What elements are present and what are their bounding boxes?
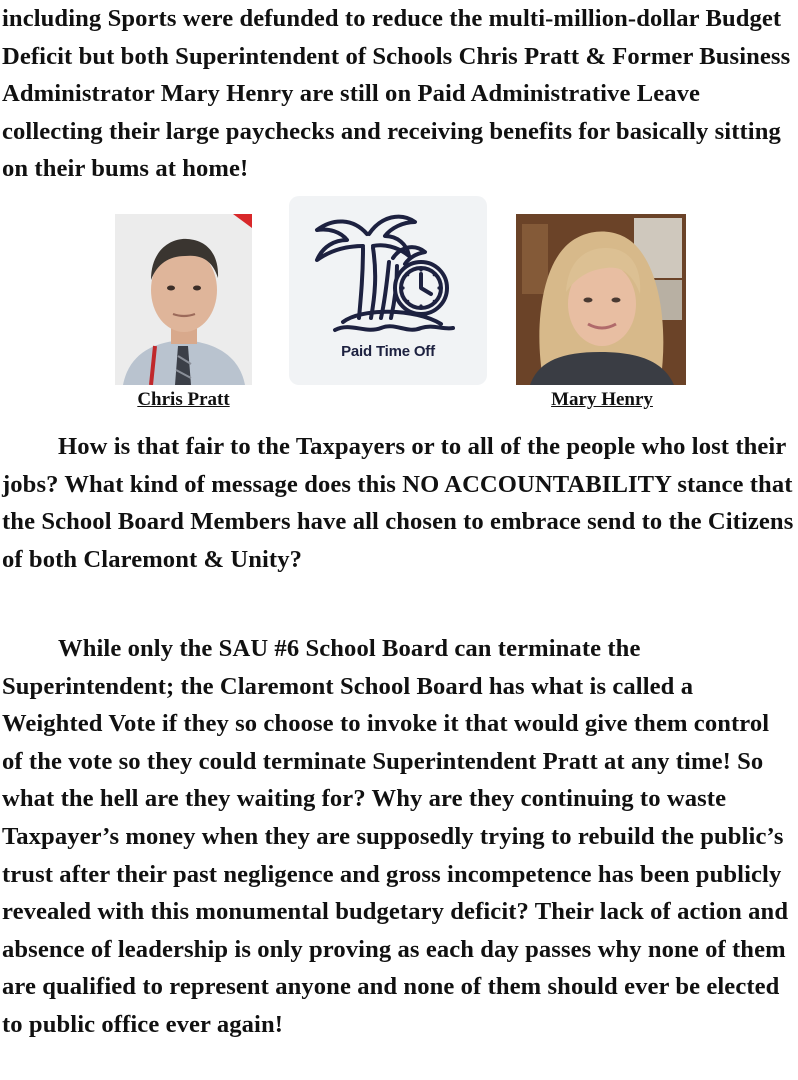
chris-pratt-caption: Chris Pratt bbox=[137, 389, 230, 410]
paid-time-off-graphic bbox=[289, 196, 487, 385]
mary-henry-photo bbox=[516, 214, 686, 385]
intro-paragraph: including Sports were defunded to reduce the multi-million-dollar Budget Deficit but both Superintendent of Schools Chris Pratt & Former Business Administrator Mary Henry are still on Paid Administrative Leave collecting their large paychecks and receiving benefits for basically sitting on their bums at home! bbox=[2, 5, 791, 183]
chris-pratt-portrait-image bbox=[115, 214, 252, 385]
fairness-paragraph: How is that fair to the Taxpayers or to all of the people who lost their jobs? What kind of message does this NO ACCOUNTABILITY stance that the School Board Members have all chosen to embrace send to the Citizens of both Claremont & Unity? bbox=[2, 433, 794, 573]
photo-row bbox=[0, 196, 798, 416]
mary-henry-caption: Mary Henry bbox=[551, 389, 653, 410]
chris-pratt-photo bbox=[115, 214, 252, 385]
mary-henry-portrait-image bbox=[516, 214, 686, 385]
weighted-vote-paragraph: While only the SAU #6 School Board can terminate the Superintendent; the Claremont School Board has what is called a Weighted Vote if they so choose to invoke it that would give them control of the vote so they could terminate Superintendent Pratt at any time! So what the hell are they waiting for? Why are they continuing to waste Taxpayer’s money when they are supposedly trying to rebuild the public’s trust after their past negligence and gross incompetence has been publicly revealed with this monumental budgetary deficit? Their lack of action and absence of leadership is only proving as each day passes why none of them are qualified to represent anyone and none of them should ever be elected to public office ever again! bbox=[2, 635, 789, 1038]
paid-time-off-label: Paid Time Off bbox=[341, 343, 435, 360]
